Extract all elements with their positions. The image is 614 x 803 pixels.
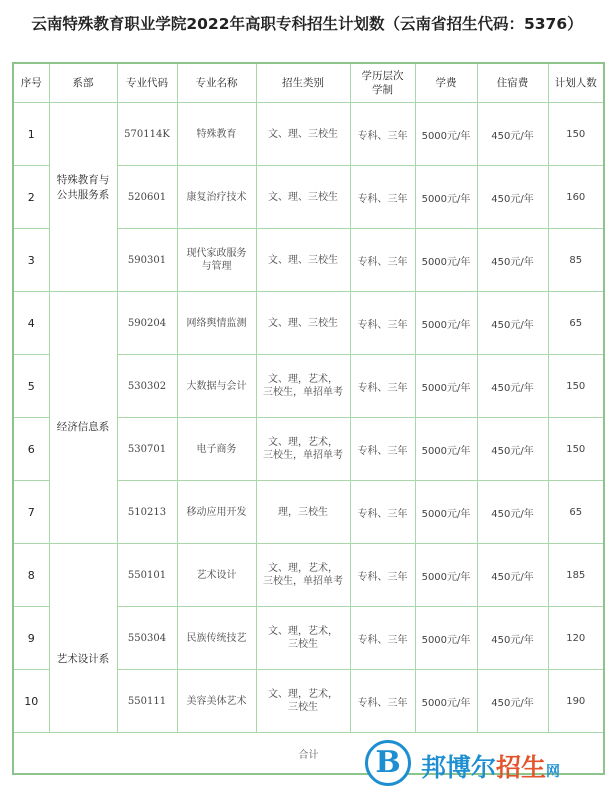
major-name: 网络舆情监测 xyxy=(177,292,256,355)
dorm-fee: 450元/年 xyxy=(477,229,548,292)
row-index: 2 xyxy=(13,166,49,229)
row-index: 1 xyxy=(13,103,49,166)
dorm-fee: 450元/年 xyxy=(477,355,548,418)
dorm-fee: 450元/年 xyxy=(477,166,548,229)
department-cell: 艺术设计系 xyxy=(49,544,117,733)
enrollment-category: 文、理，艺术， 三校生，单招单考 xyxy=(256,418,350,481)
major-code: 590204 xyxy=(117,292,177,355)
col-header-category: 招生类别 xyxy=(256,63,350,103)
table-row xyxy=(13,103,604,166)
col-header-tuition: 学费 xyxy=(415,63,477,103)
major-name: 移动应用开发 xyxy=(177,481,256,544)
col-header-index: 序号 xyxy=(13,63,49,103)
major-code: 550101 xyxy=(117,544,177,607)
plan-count: 160 xyxy=(548,166,604,229)
major-code: 590301 xyxy=(117,229,177,292)
enrollment-category: 文、理，艺术， 三校生，单招单考 xyxy=(256,355,350,418)
major-code: 550111 xyxy=(117,670,177,733)
watermark-text-a: 邦博尔 xyxy=(421,753,497,782)
department-cell: 特殊教育与 公共服务系 xyxy=(49,103,117,292)
major-code: 550304 xyxy=(117,607,177,670)
tuition-fee: 5000元/年 xyxy=(415,544,477,607)
education-level: 专科、三年 xyxy=(350,292,415,355)
row-index: 9 xyxy=(13,607,49,670)
plan-count: 150 xyxy=(548,103,604,166)
plan-count: 185 xyxy=(548,544,604,607)
education-level: 专科、三年 xyxy=(350,418,415,481)
major-code: 510213 xyxy=(117,481,177,544)
header-row xyxy=(13,63,604,103)
dorm-fee: 450元/年 xyxy=(477,670,548,733)
col-header-dorm-fee: 住宿费 xyxy=(477,63,548,103)
major-name: 美容美体艺术 xyxy=(177,670,256,733)
col-header-level: 学历层次 学制 xyxy=(350,63,415,103)
tuition-fee: 5000元/年 xyxy=(415,418,477,481)
dorm-fee: 450元/年 xyxy=(477,418,548,481)
total-label: 合计 xyxy=(13,733,604,775)
row-index: 6 xyxy=(13,418,49,481)
dorm-fee: 450元/年 xyxy=(477,292,548,355)
major-name: 电子商务 xyxy=(177,418,256,481)
plan-count: 65 xyxy=(548,481,604,544)
education-level: 专科、三年 xyxy=(350,481,415,544)
total-row xyxy=(13,733,604,775)
dorm-fee: 450元/年 xyxy=(477,481,548,544)
watermark-b-icon: B xyxy=(365,740,411,786)
major-name: 康复治疗技术 xyxy=(177,166,256,229)
major-code: 570114K xyxy=(117,103,177,166)
col-header-plan-count: 计划人数 xyxy=(548,63,604,103)
col-header-major-name: 专业名称 xyxy=(177,63,256,103)
plan-count: 65 xyxy=(548,292,604,355)
education-level: 专科、三年 xyxy=(350,103,415,166)
major-name: 民族传统技艺 xyxy=(177,607,256,670)
major-code: 530302 xyxy=(117,355,177,418)
tuition-fee: 5000元/年 xyxy=(415,229,477,292)
education-level: 专科、三年 xyxy=(350,166,415,229)
plan-count: 150 xyxy=(548,418,604,481)
plan-count: 150 xyxy=(548,355,604,418)
plan-count: 190 xyxy=(548,670,604,733)
tuition-fee: 5000元/年 xyxy=(415,670,477,733)
tuition-fee: 5000元/年 xyxy=(415,292,477,355)
watermark-text-b: 招生 xyxy=(496,753,547,782)
page-title: 云南特殊教育职业学院2022年高职专科招生计划数（云南省招生代码：5376） xyxy=(31,15,583,33)
major-name: 现代家政服务 与管理 xyxy=(177,229,256,292)
education-level: 专科、三年 xyxy=(350,670,415,733)
enrollment-category: 理，三校生 xyxy=(256,481,350,544)
enrollment-category: 文、理，艺术， 三校生 xyxy=(256,670,350,733)
education-level: 专科、三年 xyxy=(350,544,415,607)
major-name: 艺术设计 xyxy=(177,544,256,607)
col-header-major-code: 专业代码 xyxy=(117,63,177,103)
table-row xyxy=(13,544,604,607)
major-code: 530701 xyxy=(117,418,177,481)
plan-count: 120 xyxy=(548,607,604,670)
row-index: 5 xyxy=(13,355,49,418)
enrollment-category: 文、理、三校生 xyxy=(256,103,350,166)
enrollment-category: 文、理，艺术， 三校生 xyxy=(256,607,350,670)
education-level: 专科、三年 xyxy=(350,607,415,670)
enrollment-category: 文、理、三校生 xyxy=(256,229,350,292)
col-header-department: 系部 xyxy=(49,63,117,103)
dorm-fee: 450元/年 xyxy=(477,544,548,607)
dorm-fee: 450元/年 xyxy=(477,103,548,166)
row-index: 4 xyxy=(13,292,49,355)
major-code: 520601 xyxy=(117,166,177,229)
row-index: 8 xyxy=(13,544,49,607)
enrollment-category: 文、理，艺术， 三校生，单招单考 xyxy=(256,544,350,607)
enrollment-plan-table xyxy=(12,62,605,775)
major-name: 大数据与会计 xyxy=(177,355,256,418)
tuition-fee: 5000元/年 xyxy=(415,103,477,166)
tuition-fee: 5000元/年 xyxy=(415,607,477,670)
major-name: 特殊教育 xyxy=(177,103,256,166)
row-index: 7 xyxy=(13,481,49,544)
education-level: 专科、三年 xyxy=(350,355,415,418)
education-level: 专科、三年 xyxy=(350,229,415,292)
table-row xyxy=(13,292,604,355)
tuition-fee: 5000元/年 xyxy=(415,166,477,229)
department-cell: 经济信息系 xyxy=(49,292,117,544)
row-index: 3 xyxy=(13,229,49,292)
plan-count: 85 xyxy=(548,229,604,292)
row-index: 10 xyxy=(13,670,49,733)
enrollment-category: 文、理、三校生 xyxy=(256,166,350,229)
enrollment-category: 文、理、三校生 xyxy=(256,292,350,355)
tuition-fee: 5000元/年 xyxy=(415,355,477,418)
watermark-text-c: 网 xyxy=(546,764,561,780)
tuition-fee: 5000元/年 xyxy=(415,481,477,544)
dorm-fee: 450元/年 xyxy=(477,607,548,670)
